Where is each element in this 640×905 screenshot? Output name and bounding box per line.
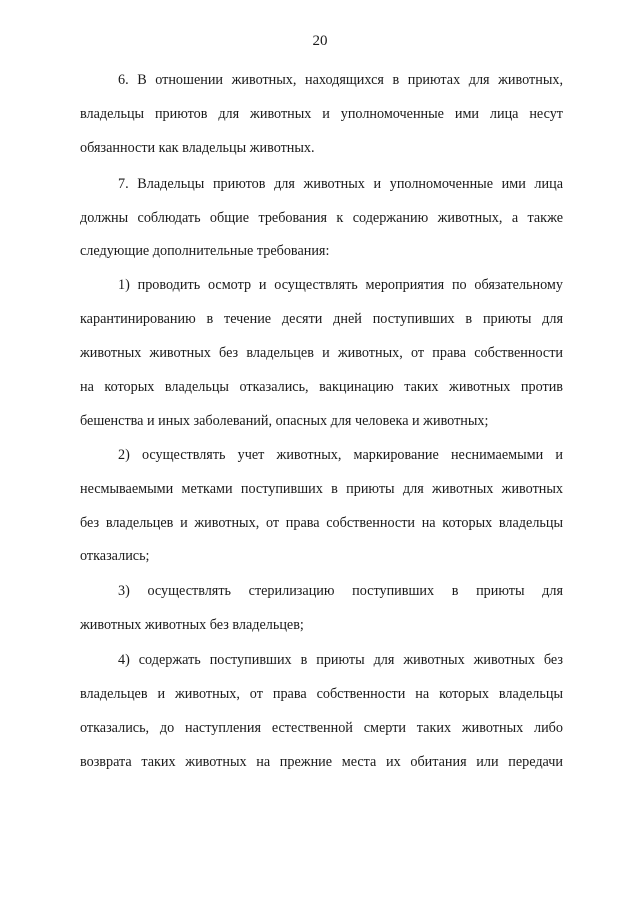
paragraph-6-line-1: 6. В отношении животных, находящихся в приютах для животных, [118,72,563,88]
item-3-line-2: животных животных без владельцев; [80,617,304,633]
item-1-line-3: животных животных без владельцев и животных, от права собственности [80,345,563,361]
item-4-line-3: отказались, до наступления естественной смерти таких животных либо [80,720,563,736]
item-3-line-1: 3) осуществлять стерилизацию поступивших в приюты для [118,583,563,599]
item-2-line-2: несмываемыми метками поступивших в приюты для животных животных [80,481,563,497]
item-1-line-5: бешенства и иных заболеваний, опасных для человека и животных; [80,413,489,429]
item-1-line-2: карантинированию в течение десяти дней поступивших в приюты для [80,311,563,327]
page-number: 20 [312,33,328,49]
item-4-line-2: владельцев и животных, от права собственности на которых владельцы [80,686,563,702]
item-4-line-4: возврата таких животных на прежние места их обитания или передачи [80,754,563,770]
item-1-line-4: на которых владельцы отказались, вакцинацию таких животных против [80,379,563,395]
item-1-line-1: 1) проводить осмотр и осуществлять мероприятия по обязательному [118,277,563,293]
paragraph-7-line-2: должны соблюдать общие требования к содержанию животных, а также [80,210,563,226]
item-2-line-1: 2) осуществлять учет животных, маркирование неснимаемыми и [118,447,563,463]
item-4-line-1: 4) содержать поступивших в приюты для животных животных без [118,652,563,668]
paragraph-6-line-2: владельцы приютов для животных и уполномоченные ими лица несут [80,106,563,122]
paragraph-7-line-3: следующие дополнительные требования: [80,243,330,259]
paragraph-7-line-1: 7. Владельцы приютов для животных и уполномоченные ими лица [118,176,563,192]
paragraph-6-line-3: обязанности как владельцы животных. [80,140,315,156]
item-2-line-3: без владельцев и животных, от права собственности на которых владельцы [80,515,563,531]
item-2-line-4: отказались; [80,548,150,564]
